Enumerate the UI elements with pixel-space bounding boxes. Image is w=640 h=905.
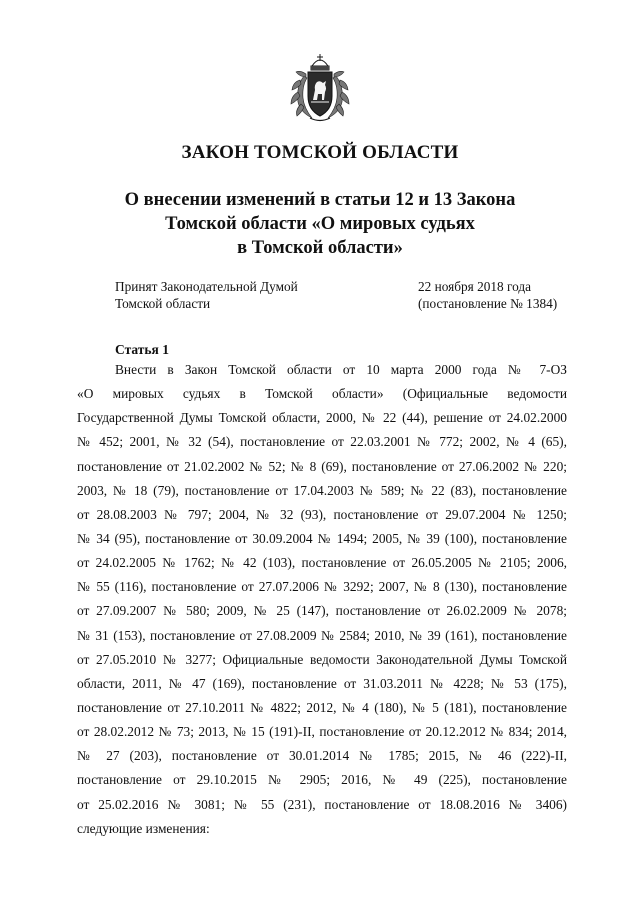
tomsk-coat-of-arms-icon (290, 52, 350, 124)
body-line: от 28.08.2003 № 797; 2004, № 32 (93), постановление от 29.07.2004 № 1250; (77, 506, 567, 522)
law-title: ЗАКОН ТОМСКОЙ ОБЛАСТИ (181, 142, 459, 163)
body-line: следующие изменения: (77, 820, 210, 836)
body-line: № 452; 2001, № 32 (54), постановление от 22.03.2001 № 772; 2002, № 4 (65), (77, 434, 567, 450)
adopted-by-line: Принят Законодательной Думой (115, 279, 298, 294)
adopted-by-block (115, 278, 298, 312)
body-line: области, 2011, № 47 (169), постановление от 31.03.2011 № 4228; № 53 (175), (77, 675, 567, 691)
adopted-date-line: 22 ноября 2018 года (418, 279, 532, 294)
body-line: от 27.05.2010 № 3277; Официальные ведомости Законодательной Думы Томской (77, 651, 567, 667)
body-line: № 31 (153), постановление от 27.08.2009 № 2584; 2010, № 39 (161), постановление (77, 627, 567, 643)
body-line: «О мировых судьях в Томской области» (Официальные ведомости (77, 386, 567, 402)
subtitle-line: О внесении изменений в статьи 12 и 13 Закона (124, 190, 516, 210)
article-body (77, 358, 567, 841)
body-line: № 27 (203), постановление от 30.01.2014 № 1785; 2015, № 46 (222)-II, (77, 748, 567, 764)
body-line: 2003, № 18 (79), постановление от 17.04.2003 № 589; № 22 (83), постановление (77, 482, 567, 498)
adopted-by-line: Томской области (115, 296, 211, 311)
coat-of-arms-svg (290, 52, 350, 124)
body-line: постановление от 29.10.2015 № 2905; 2016, № 49 (225), постановление (77, 772, 567, 788)
subtitle-line: Томской области «О мировых судьях (165, 214, 475, 234)
body-line: от 25.02.2016 № 3081; № 55 (231), постановление от 18.08.2016 № 3406) (77, 796, 567, 812)
body-line: Внести в Закон Томской области от 10 марта 2000 года № 7-ОЗ (115, 362, 567, 377)
body-line: от 24.02.2005 № 1762; № 42 (103), постановление от 26.05.2005 № 2105; 2006, (77, 555, 567, 571)
body-line: от 28.02.2012 № 73; 2013, № 15 (191)-II, постановление от 20.12.2012 № 834; 2014, (77, 724, 567, 740)
law-subtitle (80, 188, 560, 260)
body-line: Государственной Думы Томской области, 2000, № 22 (44), решение от 24.02.2000 (77, 410, 567, 426)
body-line: постановление от 27.10.2011 № 4822; 2012, № 4 (180), № 5 (181), постановление (77, 699, 567, 715)
body-line: от 27.09.2007 № 580; 2009, № 25 (147), постановление от 26.02.2009 № 2078; (77, 603, 567, 619)
body-line: постановление от 21.02.2002 № 52; № 8 (69), постановление от 27.06.2002 № 220; (77, 458, 567, 474)
subtitle-line: в Томской области» (237, 238, 403, 258)
adopted-date-block (418, 278, 557, 312)
body-line: № 55 (116), постановление от 27.07.2006 № 3292; 2007, № 8 (130), постановление (77, 579, 567, 595)
article-heading: Статья 1 (115, 342, 169, 357)
resolution-number-line: (постановление № 1384) (418, 296, 558, 311)
body-line: № 34 (95), постановление от 30.09.2004 № 1494; 2005, № 39 (100), постановление (77, 530, 567, 546)
